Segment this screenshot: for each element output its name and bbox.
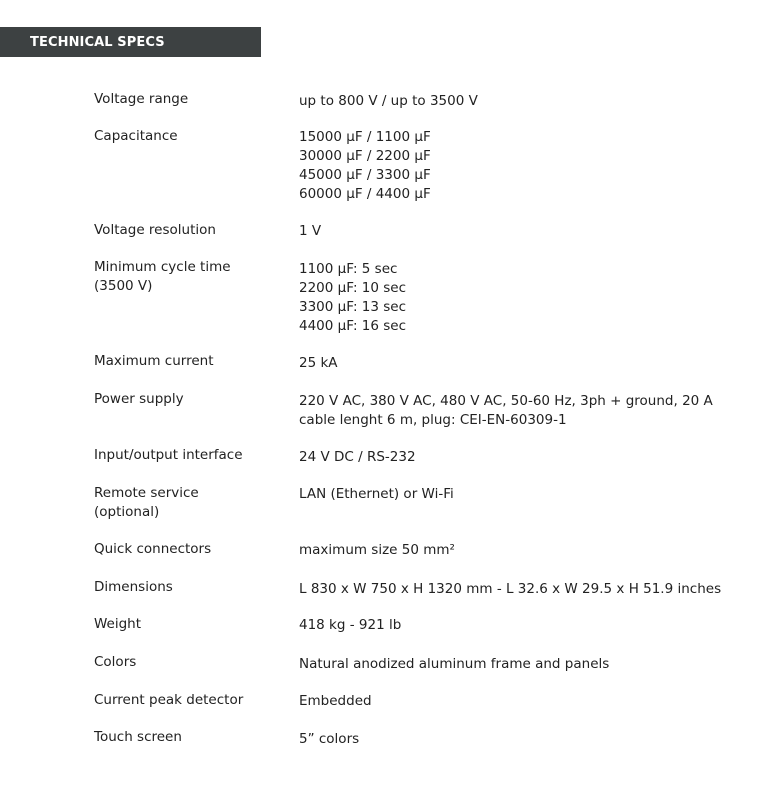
spec-label: Input/output interface	[94, 447, 243, 463]
spec-value: 1100 µF: 5 sec 2200 µF: 10 sec 3300 µF: 13 sec 4400 µF: 16 sec	[299, 261, 407, 334]
spec-value: 418 kg - 921 lb	[299, 617, 402, 633]
spec-label: Weight	[94, 616, 142, 632]
spec-label: Current peak detector	[94, 692, 244, 708]
spec-label: Colors	[94, 654, 137, 670]
spec-label: Dimensions	[94, 579, 173, 595]
section-header	[0, 27, 261, 57]
spec-label: Capacitance	[94, 128, 178, 144]
spec-value: LAN (Ethernet) or Wi-Fi	[299, 486, 454, 502]
spec-value: 5” colors	[299, 731, 360, 747]
spec-label: Voltage resolution	[94, 222, 216, 238]
spec-label: Quick connectors	[94, 541, 212, 557]
spec-label: Power supply	[94, 391, 184, 407]
spec-label: Voltage range	[94, 91, 189, 107]
spec-label: Touch screen	[94, 729, 182, 745]
spec-value: maximum size 50 mm²	[299, 542, 455, 558]
spec-value: 15000 µF / 1100 µF 30000 µF / 2200 µF 45000 µF / 3300 µF 60000 µF / 4400 µF	[299, 129, 431, 202]
spec-value: 24 V DC / RS-232	[299, 449, 416, 465]
spec-value: 1 V	[299, 223, 322, 239]
spec-value: 220 V AC, 380 V AC, 480 V AC, 50-60 Hz, 3ph + ground, 20 A cable lenght 6 m, plug: CEI-EN-60309-1	[299, 393, 713, 428]
spec-value: L 830 x W 750 x H 1320 mm - L 32.6 x W 29.5 x H 51.9 inches	[299, 581, 722, 597]
spec-label: Maximum current	[94, 353, 214, 369]
spec-value: up to 800 V / up to 3500 V	[299, 93, 478, 109]
spec-label: Remote service (optional)	[94, 485, 199, 520]
spec-value: Embedded	[299, 693, 372, 709]
spec-value: 25 kA	[299, 355, 338, 371]
spec-label: Minimum cycle time (3500 V)	[94, 259, 231, 294]
section-title: TECHNICAL SPECS	[30, 34, 165, 50]
spec-value: Natural anodized aluminum frame and panels	[299, 656, 610, 672]
